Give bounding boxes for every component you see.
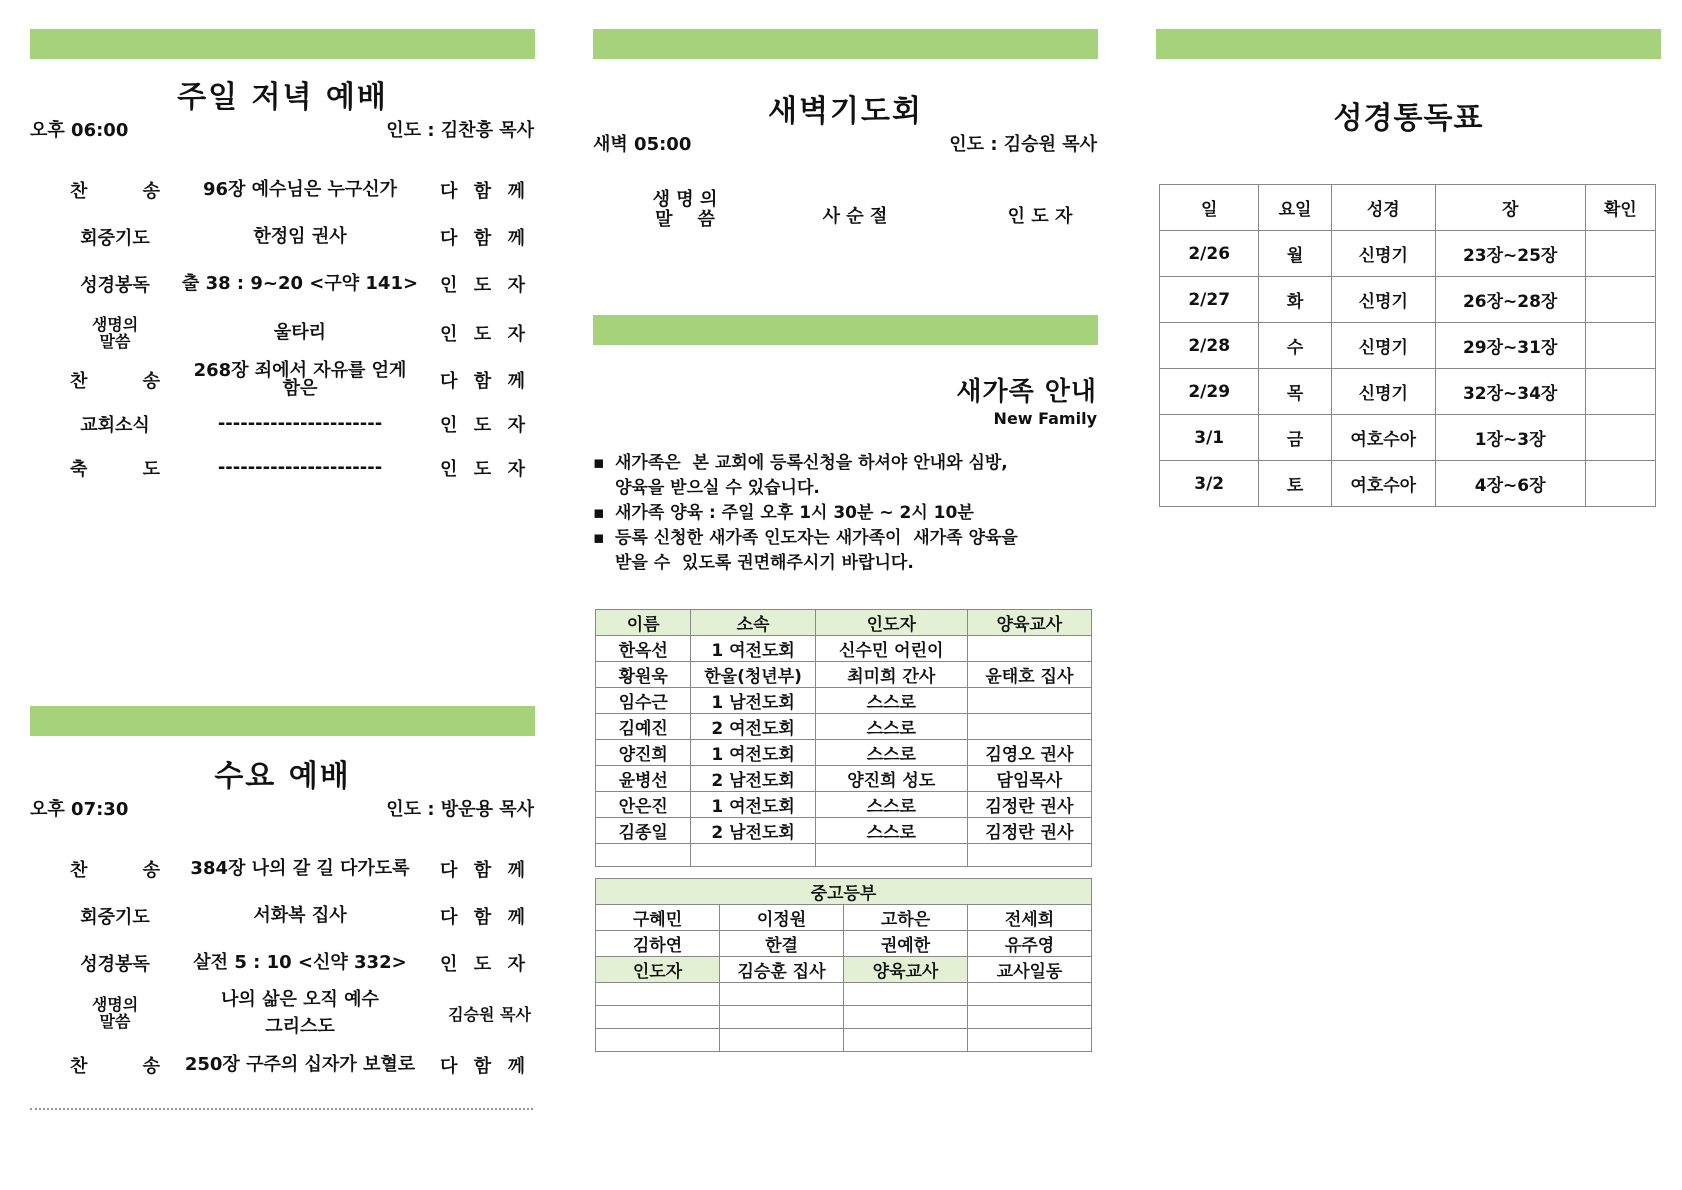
order-role — [420, 320, 535, 346]
table-row — [596, 740, 1092, 766]
order-row — [30, 313, 535, 353]
newfamily-subtitle: New Family — [993, 409, 1097, 428]
table-cell: 신명기 — [1331, 323, 1435, 369]
order-item: 회중기도 — [80, 907, 150, 928]
order-item: 생명의 말씀 — [91, 995, 139, 1031]
order-role-char: 께 — [507, 371, 525, 392]
order-item: 성경봉독 — [80, 275, 150, 296]
order-role-char: 함 — [473, 860, 492, 881]
youth-member: 한결 — [720, 931, 844, 957]
order-row — [30, 360, 535, 400]
table-cell: 1 남전도회 — [691, 688, 815, 714]
order-role-char: 께 — [507, 181, 525, 202]
dawn-sermon-label: 생 명 의 말 씀 — [652, 189, 718, 230]
youth-member: 김하연 — [596, 931, 720, 957]
table-cell: 양진희 — [596, 740, 691, 766]
table-cell — [596, 844, 691, 867]
order-role — [420, 950, 535, 976]
order-role-char: 자 — [507, 275, 525, 296]
order-role-char: 께 — [507, 907, 525, 928]
order-role-char: 께 — [507, 228, 525, 249]
col-header: 인도자 — [815, 610, 967, 636]
table-cell: 3/1 — [1160, 415, 1259, 461]
wednesday-header-bar — [30, 706, 535, 736]
order-content: 268장 죄에서 자유를 얻게 함은 — [193, 360, 407, 399]
notice-item: ▪ 새가족은 본 교회에 등록신청을 하셔야 안내와 심방, 양육을 받으실 수 있습니다. — [593, 451, 1098, 501]
order-content: ---------------------- — [217, 413, 383, 434]
order-item-char: 찬 — [70, 181, 88, 202]
table-cell: 여호수아 — [1331, 415, 1435, 461]
newfamily-notices — [593, 451, 1098, 576]
order-item-char: 송 — [142, 371, 160, 392]
youth-teacher: 교사일동 — [968, 957, 1092, 983]
youth-member: 이정원 — [720, 905, 844, 931]
order-role-char: 함 — [473, 228, 492, 249]
order-content: 96장 예수님은 누구신가 — [202, 179, 398, 200]
youth-member: 권예한 — [844, 931, 968, 957]
table-cell: 김정란 권사 — [967, 818, 1091, 844]
order-row — [30, 217, 535, 257]
dotted-divider — [30, 1108, 533, 1110]
order-item — [30, 177, 180, 203]
order-row — [30, 849, 535, 889]
order-role-char: 자 — [507, 459, 525, 480]
evening-header-bar — [30, 29, 535, 59]
order-content: 250장 구주의 십자가 보혈로 — [184, 1054, 416, 1075]
order-role — [420, 224, 535, 250]
table-cell: 2/27 — [1160, 277, 1259, 323]
order-content: 출 38 : 9~20 <구약 141> — [181, 273, 419, 294]
table-row — [1160, 415, 1656, 461]
order-role-char: 다 — [440, 860, 458, 881]
evening-time: 오후 06:00 — [30, 120, 129, 141]
order-row — [30, 896, 535, 936]
order-item-char: 찬 — [70, 860, 88, 881]
order-item-char: 축 — [70, 459, 88, 480]
order-role-char: 인 — [440, 415, 458, 436]
order-role-char: 께 — [507, 1056, 525, 1077]
table-cell: 화 — [1259, 277, 1331, 323]
order-role — [420, 177, 535, 203]
order-item: 교회소식 — [80, 415, 150, 436]
table-cell: 스스로 — [815, 818, 967, 844]
order-item — [30, 455, 180, 481]
table-row — [596, 766, 1092, 792]
youth-teacher-label: 양육교사 — [844, 957, 968, 983]
notice-item: ▪ 새가족 양육 : 주일 오후 1시 30분 ~ 2시 10분 — [593, 501, 1098, 526]
table-cell: 황원욱 — [596, 662, 691, 688]
table-row — [1160, 369, 1656, 415]
table-cell — [815, 844, 967, 867]
dawn-role: 인 도 자 — [1007, 206, 1073, 227]
order-item: 성경봉독 — [80, 954, 150, 975]
order-role — [420, 455, 535, 481]
order-role-char: 다 — [440, 1056, 458, 1077]
table-cell: 한옥선 — [596, 636, 691, 662]
order-role-char: 함 — [473, 907, 492, 928]
order-content: 서화복 집사 — [253, 905, 347, 926]
order-role-char: 도 — [473, 275, 492, 296]
table-cell: 3/2 — [1160, 461, 1259, 507]
table-cell: 4장~6장 — [1435, 461, 1585, 507]
table-row — [596, 688, 1092, 714]
order-row — [30, 404, 535, 444]
order-role: 김승원 목사 — [448, 1004, 531, 1024]
table-cell: 스스로 — [815, 740, 967, 766]
youth-leader: 김승훈 집사 — [720, 957, 844, 983]
col-header: 이름 — [596, 610, 691, 636]
table-cell: 수 — [1259, 323, 1331, 369]
order-role-char: 께 — [507, 860, 525, 881]
evening-title: 주일 저녁 예배 — [177, 80, 388, 115]
col-header: 확인 — [1585, 185, 1655, 231]
order-content: 한정임 권사 — [253, 226, 347, 247]
youth-member: 고하은 — [844, 905, 968, 931]
table-cell — [967, 844, 1091, 867]
order-role — [420, 1052, 535, 1078]
table-cell: 스스로 — [815, 792, 967, 818]
table-cell: 월 — [1259, 231, 1331, 277]
order-item: 생명의 말씀 — [91, 315, 139, 351]
table-cell: 담임목사 — [967, 766, 1091, 792]
order-role-char: 인 — [440, 954, 458, 975]
dawn-title: 새벽기도회 — [768, 94, 923, 129]
newfamily-header-bar — [593, 315, 1098, 345]
table-cell: 김정란 권사 — [967, 792, 1091, 818]
table-row — [1160, 231, 1656, 277]
order-row — [30, 943, 535, 983]
table-cell: 2/28 — [1160, 323, 1259, 369]
table-cell: 한울(청년부) — [691, 662, 815, 688]
table-cell: 윤태호 집사 — [967, 662, 1091, 688]
table-row — [596, 662, 1092, 688]
table-cell: 김종일 — [596, 818, 691, 844]
dawn-time: 새벽 05:00 — [593, 134, 692, 155]
table-cell: 신명기 — [1331, 277, 1435, 323]
order-item — [30, 367, 180, 393]
table-cell: 신수민 어린이 — [815, 636, 967, 662]
order-row — [30, 1045, 535, 1085]
table-cell: 신명기 — [1331, 231, 1435, 277]
table-row — [1160, 277, 1656, 323]
table-cell: 양진희 성도 — [815, 766, 967, 792]
order-role-char: 도 — [473, 415, 492, 436]
table-cell: 신명기 — [1331, 369, 1435, 415]
table-row — [596, 818, 1092, 844]
table-row — [596, 636, 1092, 662]
wednesday-title: 수요 예배 — [214, 759, 351, 794]
order-row — [30, 264, 535, 304]
order-role-char: 다 — [440, 371, 458, 392]
order-role-char: 함 — [473, 181, 492, 202]
col-header: 양육교사 — [967, 610, 1091, 636]
order-item-char: 송 — [142, 1056, 160, 1077]
youth-member: 전세희 — [968, 905, 1092, 931]
col-header: 소속 — [691, 610, 815, 636]
order-row — [30, 448, 535, 488]
order-role — [420, 367, 535, 393]
table-cell: 2 남전도회 — [691, 766, 815, 792]
table-cell: 임수근 — [596, 688, 691, 714]
dawn-leader: 인도 : 김승원 목사 — [949, 134, 1097, 155]
table-row — [1160, 461, 1656, 507]
order-item-char: 찬 — [70, 371, 88, 392]
table-cell: 1 여전도회 — [691, 636, 815, 662]
wednesday-time: 오후 07:30 — [30, 799, 129, 820]
order-content: ---------------------- — [217, 457, 383, 478]
table-cell: 금 — [1259, 415, 1331, 461]
dawn-sermon-title: 사 순 절 — [822, 206, 888, 227]
table-cell: 32장~34장 — [1435, 369, 1585, 415]
order-role-char: 자 — [507, 324, 525, 345]
table-cell — [691, 844, 815, 867]
table-cell: 2 여전도회 — [691, 714, 815, 740]
table-cell: 김예진 — [596, 714, 691, 740]
order-item-char: 도 — [142, 459, 160, 480]
table-cell: 2 남전도회 — [691, 818, 815, 844]
youth-member: 구혜민 — [596, 905, 720, 931]
table-row — [1160, 323, 1656, 369]
table-cell: 29장~31장 — [1435, 323, 1585, 369]
order-item-char: 찬 — [70, 1056, 88, 1077]
newfamily-title: 새가족 안내 — [956, 377, 1097, 407]
evening-leader: 인도 : 김찬흥 목사 — [386, 120, 534, 141]
order-role-char: 다 — [440, 907, 458, 928]
wednesday-leader: 인도 : 방운용 목사 — [386, 799, 534, 820]
bible-title: 성경통독표 — [1333, 101, 1484, 136]
order-role — [420, 856, 535, 882]
order-role-char: 인 — [440, 324, 458, 345]
youth-title: 중고등부 — [596, 879, 1092, 905]
order-content: 울타리 — [273, 322, 327, 343]
table-cell: 최미희 간사 — [815, 662, 967, 688]
order-role-char: 다 — [440, 181, 458, 202]
order-role-char: 자 — [507, 954, 525, 975]
order-row — [30, 989, 547, 1037]
check-cell[interactable] — [1585, 231, 1655, 277]
table-cell — [967, 688, 1091, 714]
table-cell: 2/26 — [1160, 231, 1259, 277]
table-cell: 23장~25장 — [1435, 231, 1585, 277]
check-cell[interactable] — [1585, 415, 1655, 461]
bible-reading-table — [1159, 184, 1656, 507]
order-content: 384장 나의 갈 길 다가도록 — [190, 858, 410, 879]
dawn-header-bar — [593, 29, 1098, 59]
col-header: 성경 — [1331, 185, 1435, 231]
order-content: 나의 삶은 오직 예수 그리스도 — [221, 989, 379, 1037]
notice-item: ▪ 등록 신청한 새가족 인도자는 새가족이 새가족 양육을 받을 수 있도록 권면해주시기 바랍니다. — [593, 526, 1098, 576]
order-item — [30, 1052, 180, 1078]
order-role-char: 자 — [507, 415, 525, 436]
check-cell[interactable] — [1585, 277, 1655, 323]
order-content: 살전 5 : 10 <신약 332> — [193, 952, 407, 973]
order-item-char: 송 — [142, 860, 160, 881]
col-header: 일 — [1160, 185, 1259, 231]
table-cell: 스스로 — [815, 714, 967, 740]
order-item-char: 송 — [142, 181, 160, 202]
order-item — [30, 856, 180, 882]
order-role-char: 도 — [473, 324, 492, 345]
order-role — [420, 271, 535, 297]
table-cell: 여호수아 — [1331, 461, 1435, 507]
col-header: 요일 — [1259, 185, 1331, 231]
table-cell: 스스로 — [815, 688, 967, 714]
col-header: 장 — [1435, 185, 1585, 231]
order-row — [30, 170, 535, 210]
newfamily-table — [595, 609, 1092, 867]
check-cell[interactable] — [1585, 461, 1655, 507]
table-cell: 목 — [1259, 369, 1331, 415]
table-cell: 김영오 권사 — [967, 740, 1091, 766]
table-cell: 토 — [1259, 461, 1331, 507]
table-cell: 안은진 — [596, 792, 691, 818]
order-item: 회중기도 — [80, 228, 150, 249]
table-cell: 윤병선 — [596, 766, 691, 792]
table-cell — [967, 636, 1091, 662]
table-cell — [967, 714, 1091, 740]
order-role-char: 도 — [473, 459, 492, 480]
table-row — [596, 844, 1092, 867]
check-cell[interactable] — [1585, 369, 1655, 415]
table-cell: 1장~3장 — [1435, 415, 1585, 461]
order-role-char: 다 — [440, 228, 458, 249]
order-role-char: 인 — [440, 275, 458, 296]
order-role-char: 함 — [473, 371, 492, 392]
table-cell: 2/29 — [1160, 369, 1259, 415]
bible-header-bar — [1156, 29, 1661, 59]
table-cell: 1 여전도회 — [691, 740, 815, 766]
order-role-char: 함 — [473, 1056, 492, 1077]
check-cell[interactable] — [1585, 323, 1655, 369]
order-role-char: 도 — [473, 954, 492, 975]
youth-leader-label: 인도자 — [596, 957, 720, 983]
table-row — [596, 792, 1092, 818]
order-role-char: 인 — [440, 459, 458, 480]
table-row — [596, 714, 1092, 740]
order-role — [420, 903, 535, 929]
youth-member: 유주영 — [968, 931, 1092, 957]
youth-table — [595, 878, 1092, 1052]
order-role — [420, 411, 535, 437]
table-cell: 1 여전도회 — [691, 792, 815, 818]
table-cell: 26장~28장 — [1435, 277, 1585, 323]
